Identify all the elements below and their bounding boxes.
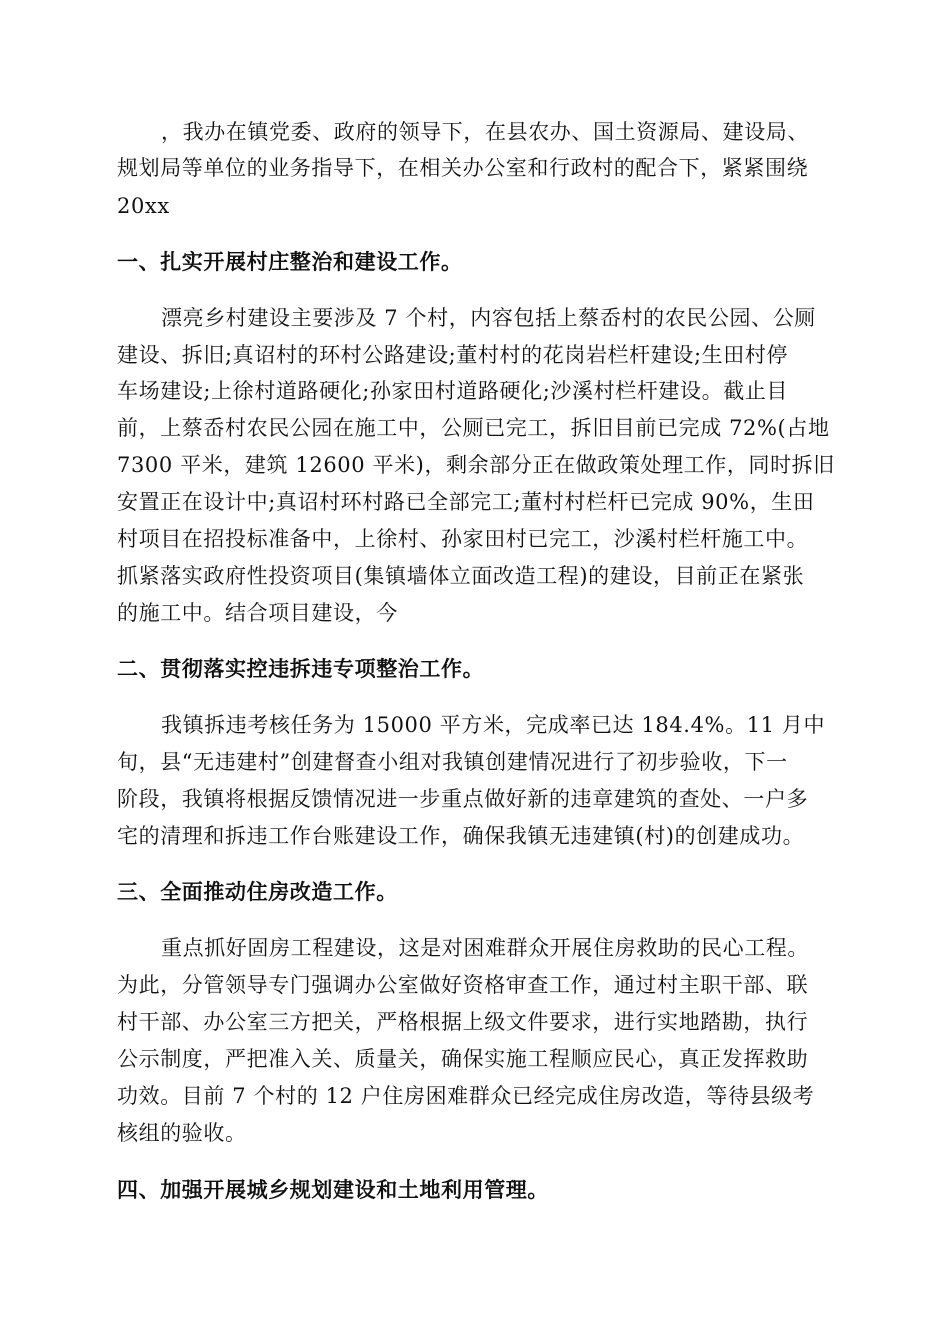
intro-line-1: ，我办在镇党委、政府的领导下，在县农办、国土资源局、建设局、 — [161, 120, 809, 144]
section-1-line-3: 车场建设;上徐村道路硬化;孙家田村道路硬化;沙溪村栏杆建设。截止目 — [117, 379, 789, 403]
section-2-line-2: 旬，县“无违建村”创建督查小组对我镇创建情况进行了初步验收，下一 — [117, 750, 788, 774]
section-1-line-6: 安置正在设计中;真诏村环村路已全部完工;董村村栏杆已完成 90%，生田 — [117, 490, 815, 514]
intro-line-2: 规划局等单位的业务指导下，在相关办公室和行政村的配合下，紧紧围绕 — [117, 156, 809, 180]
section-1-line-9: 的施工中。结合项目建设，今 — [117, 601, 398, 625]
section-1-line-1: 漂亮乡村建设主要涉及 7 个村，内容包括上蔡岙村的农民公园、公厕 — [161, 306, 816, 330]
section-3-line-1: 重点抓好固房工程建设，这是对困难群众开展住房救助的民心工程。 — [161, 936, 809, 960]
section-2-line-4: 宅的清理和拆违工作台账建设工作，确保我镇无违建镇(村)的创建成功。 — [117, 824, 805, 848]
section-1-line-7: 村项目在招投标准备中，上徐村、孙家田村已完工，沙溪村栏杆施工中。 — [117, 527, 809, 551]
section-1-line-8: 抓紧落实政府性投资项目(集镇墙体立面改造工程)的建设，目前正在紧张 — [117, 564, 805, 588]
intro-line-3: 20xx — [117, 194, 170, 218]
section-2-heading: 二、贯彻落实控违拆违专项整治工作。 — [117, 657, 485, 681]
section-4-heading: 四、加强开展城乡规划建设和土地利用管理。 — [117, 1178, 549, 1202]
section-3-line-2: 为此，分管领导专门强调办公室做好资格审查工作，通过村主职干部、联 — [117, 973, 809, 997]
section-1-line-2: 建设、拆旧;真诏村的环村公路建设;董村村的花岗岩栏杆建设;生田村停 — [117, 343, 789, 367]
section-3-line-4: 公示制度，严把准入关、质量关，确保实施工程顺应民心，真正发挥救助 — [117, 1047, 809, 1071]
section-1-line-5: 7300 平米，建筑 12600 平米)，剩余部分正在做政策处理工作，同时拆旧 — [117, 453, 835, 477]
section-2-line-3: 阶段，我镇将根据反馈情况进一步重点做好新的违章建筑的查处、一户多 — [117, 787, 809, 811]
section-3-heading: 三、全面推动住房改造工作。 — [117, 880, 398, 904]
section-3-line-5: 功效。目前 7 个村的 12 户住房困难群众已经完成住房改造，等待县级考 — [117, 1084, 815, 1108]
section-3-line-3: 村干部、办公室三方把关，严格根据上级文件要求，进行实地踏勘，执行 — [117, 1010, 809, 1034]
section-2-line-1: 我镇拆违考核任务为 15000 平方米，完成率已达 184.4%。11 月中 — [161, 713, 826, 737]
section-1-line-4: 前，上蔡岙村农民公园在施工中，公厕已完工，拆旧目前已完成 72%(占地 — [117, 416, 830, 440]
section-1-heading: 一、扎实开展村庄整治和建设工作。 — [117, 250, 463, 274]
section-3-line-6: 核组的验收。 — [117, 1121, 247, 1145]
